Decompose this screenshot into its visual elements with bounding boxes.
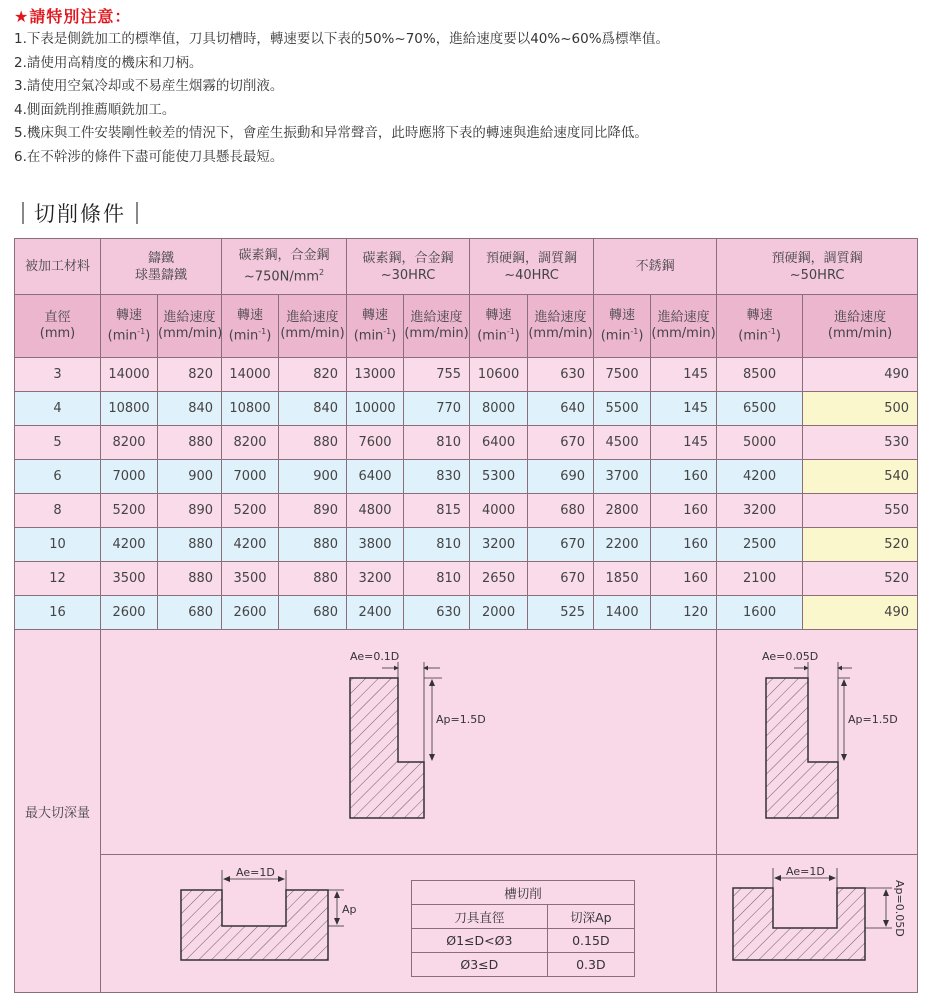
table-row [412, 953, 635, 977]
value-cell: 6500 [717, 392, 803, 426]
section-title: 切削條件 [34, 202, 126, 226]
value-cell: 6400 [470, 426, 528, 460]
note-item: 5.機床與工件安裝剛性較差的情況下，會産生振動和异常聲音，此時應將下表的轉速與進給速度同比降低。 [14, 125, 648, 142]
value-cell: 14000 [101, 358, 158, 392]
value-cell: 145 [651, 392, 717, 426]
value-cell: 900 [279, 460, 347, 494]
material-prehardened-50hrc: 預硬鋼，調質鋼 ~50HRC [717, 239, 918, 295]
diameter-cell: 5 [15, 426, 101, 460]
material-carbon-steel-30hrc: 碳素鋼，合金鋼 ~30HRC [347, 239, 470, 295]
diameter-cell: 8 [15, 494, 101, 528]
value-cell: 890 [279, 494, 347, 528]
value-cell: 520 [803, 528, 918, 562]
value-cell: 550 [803, 494, 918, 528]
value-cell: 670 [528, 426, 594, 460]
value-cell: 5200 [222, 494, 279, 528]
value-cell: 810 [404, 426, 470, 460]
feed-header: 進給速度 (mm/min) [651, 295, 717, 358]
speed-header: 轉速 $(\min^{-1})$ [717, 295, 803, 358]
diameter-cell: 4 [15, 392, 101, 426]
side-cut-diagram-cell [101, 630, 717, 855]
material-carbon-steel-750: 碳素鋼，合金鋼 $\sim 750N/mm^2$ [222, 239, 347, 295]
value-cell: 840 [279, 392, 347, 426]
diameter-cell: 12 [15, 562, 101, 596]
value-cell: 810 [404, 562, 470, 596]
diameter-cell: 10 [15, 528, 101, 562]
value-cell: 880 [279, 562, 347, 596]
value-cell: 7500 [594, 358, 651, 392]
value-cell: 3500 [101, 562, 158, 596]
note-item: 6.在不幹涉的條件下盡可能使刀具懸長最短。 [14, 148, 284, 165]
note-item: 4.側面銑削推薦順銑加工。 [14, 101, 176, 118]
feed-header: 進給速度 (mm/min) [158, 295, 222, 358]
diameter-cell: 6 [15, 460, 101, 494]
value-cell: 2500 [717, 528, 803, 562]
value-cell: 630 [404, 596, 470, 630]
column-header-row [15, 295, 918, 358]
value-cell: 7000 [101, 460, 158, 494]
value-cell: 680 [279, 596, 347, 630]
value-cell: 490 [803, 596, 918, 630]
slot-cutting-table [411, 880, 635, 977]
value-cell: 4800 [347, 494, 404, 528]
value-cell: 810 [404, 528, 470, 562]
value-cell: 500 [803, 392, 918, 426]
max-depth-row [15, 630, 918, 855]
diameter-header: 直徑 (mm) [15, 295, 101, 358]
diameter-cell: 16 [15, 596, 101, 630]
value-cell: 820 [279, 358, 347, 392]
slot-table-header-row [412, 905, 635, 929]
side-main-ap-label: Ap=1.5D [436, 713, 486, 726]
value-cell: 10600 [470, 358, 528, 392]
value-cell: 1600 [717, 596, 803, 630]
value-cell: 4500 [594, 426, 651, 460]
value-cell: 3200 [717, 494, 803, 528]
value-cell: 880 [158, 528, 222, 562]
value-cell: 820 [158, 358, 222, 392]
table-row [15, 358, 918, 392]
slot-table-title: 槽切削 [412, 881, 635, 905]
feed-header: 進給速度 (mm/min) [404, 295, 470, 358]
material-prehardened-40hrc: 預硬鋼，調質鋼 ~40HRC [470, 239, 594, 295]
value-cell: 14000 [222, 358, 279, 392]
value-cell: 815 [404, 494, 470, 528]
feed-header: 進給速度 (mm/min) [528, 295, 594, 358]
material-cast-iron: 鑄鐵 球墨鑄鐵 [101, 239, 222, 295]
value-cell: 880 [158, 562, 222, 596]
table-row [15, 392, 918, 426]
feed-header: 進給速度 (mm/min) [279, 295, 347, 358]
value-cell: 3800 [347, 528, 404, 562]
side-right-ap-label: Ap=1.5D [848, 713, 898, 726]
speed-header: 轉速 $(\min^{-1})$ [594, 295, 651, 358]
slot-range-cell: Ø1≤D<Ø3 [412, 929, 548, 953]
value-cell: 10000 [347, 392, 404, 426]
value-cell: 8500 [717, 358, 803, 392]
value-cell: 2800 [594, 494, 651, 528]
diameter-cell: 3 [15, 358, 101, 392]
value-cell: 5000 [717, 426, 803, 460]
table-row [412, 929, 635, 953]
value-cell: 1850 [594, 562, 651, 596]
value-cell: 4000 [470, 494, 528, 528]
value-cell: 3500 [222, 562, 279, 596]
speed-header: 轉速 $(\min^{-1})$ [470, 295, 528, 358]
value-cell: 755 [404, 358, 470, 392]
slot-range-cell: Ø3≤D [412, 953, 548, 977]
value-cell: 670 [528, 562, 594, 596]
table-row [15, 562, 918, 596]
table-row [15, 528, 918, 562]
value-cell: 5200 [101, 494, 158, 528]
slot-table-title-row [412, 881, 635, 905]
value-cell: 5300 [470, 460, 528, 494]
value-cell: 680 [158, 596, 222, 630]
value-cell: 10800 [222, 392, 279, 426]
material-header-row [15, 239, 918, 295]
feed-header: 進給速度 (mm/min) [803, 295, 918, 358]
speed-header: 轉速 $(\min^{-1})$ [222, 295, 279, 358]
value-cell: 670 [528, 528, 594, 562]
slot-col-depth: 切深Ap [547, 905, 634, 929]
side-right-ae-label: Ae=0.05D [762, 650, 819, 663]
value-cell: 2600 [222, 596, 279, 630]
value-cell: 2650 [470, 562, 528, 596]
slot-right-ae-label: Ae=1D [786, 865, 825, 878]
slot-cut-diagram-cell-right [717, 855, 918, 993]
value-cell: 640 [528, 392, 594, 426]
value-cell: 160 [651, 562, 717, 596]
value-cell: 880 [279, 426, 347, 460]
value-cell: 880 [158, 426, 222, 460]
value-cell: 900 [158, 460, 222, 494]
value-cell: 525 [528, 596, 594, 630]
value-cell: 1400 [594, 596, 651, 630]
value-cell: 2100 [717, 562, 803, 596]
value-cell: 3700 [594, 460, 651, 494]
heading-bar-left [22, 202, 24, 224]
notes-block [14, 6, 914, 170]
note-item: 3.請使用空氣冷却或不易産生烟霧的切削液。 [14, 78, 284, 95]
max-depth-label: 最大切深量 [15, 630, 101, 993]
slot-depth-cell: 0.3D [547, 953, 634, 977]
value-cell: 4200 [717, 460, 803, 494]
heading-bar-right [136, 202, 138, 224]
value-cell: 840 [158, 392, 222, 426]
value-cell: 630 [528, 358, 594, 392]
speed-header: 轉速 $(\min^{-1})$ [347, 295, 404, 358]
slot-right-ap-label: Ap=0.05D [893, 880, 906, 937]
slot-col-diameter: 刀具直徑 [412, 905, 548, 929]
value-cell: 4200 [101, 528, 158, 562]
value-cell: 2000 [470, 596, 528, 630]
value-cell: 7000 [222, 460, 279, 494]
value-cell: 690 [528, 460, 594, 494]
value-cell: 770 [404, 392, 470, 426]
value-cell: 3200 [470, 528, 528, 562]
speed-header: 轉速 $(\min^{-1})$ [101, 295, 158, 358]
slot-left-ap-label: Ap [342, 903, 357, 916]
value-cell: 10800 [101, 392, 158, 426]
value-cell: 530 [803, 426, 918, 460]
value-cell: 6400 [347, 460, 404, 494]
note-item: 1.下表是側銑加工的標準值，刀具切槽時，轉速要以下表的50%~70%，進給速度要以40%~60%爲標準值。 [14, 31, 670, 47]
value-cell: 2600 [101, 596, 158, 630]
value-cell: 830 [404, 460, 470, 494]
table-row [15, 596, 918, 630]
section-heading [22, 198, 138, 228]
value-cell: 490 [803, 358, 918, 392]
table-row [15, 426, 918, 460]
value-cell: 2400 [347, 596, 404, 630]
table-row [15, 494, 918, 528]
value-cell: 160 [651, 494, 717, 528]
slot-depth-cell: 0.15D [547, 929, 634, 953]
value-cell: 8000 [470, 392, 528, 426]
value-cell: 2200 [594, 528, 651, 562]
value-cell: 8200 [101, 426, 158, 460]
value-cell: 145 [651, 358, 717, 392]
value-cell: 13000 [347, 358, 404, 392]
note-item: 2.請使用高精度的機床和刀柄。 [14, 54, 203, 71]
value-cell: 145 [651, 426, 717, 460]
material-stainless: 不銹鋼 [594, 239, 717, 295]
value-cell: 8200 [222, 426, 279, 460]
value-cell: 520 [803, 562, 918, 596]
slot-left-ae-label: Ae=1D [236, 866, 275, 879]
value-cell: 890 [158, 494, 222, 528]
value-cell: 5500 [594, 392, 651, 426]
notes-title: ★請特別注意： [14, 7, 132, 26]
value-cell: 680 [528, 494, 594, 528]
value-cell: 120 [651, 596, 717, 630]
value-cell: 3200 [347, 562, 404, 596]
value-cell: 7600 [347, 426, 404, 460]
side-cut-diagram-cell-right [717, 630, 918, 855]
value-cell: 160 [651, 460, 717, 494]
table-row [15, 460, 918, 494]
value-cell: 540 [803, 460, 918, 494]
value-cell: 160 [651, 528, 717, 562]
side-main-ae-label: Ae=0.1D [350, 650, 400, 663]
value-cell: 4200 [222, 528, 279, 562]
material-header: 被加工材料 [15, 239, 101, 295]
value-cell: 880 [279, 528, 347, 562]
